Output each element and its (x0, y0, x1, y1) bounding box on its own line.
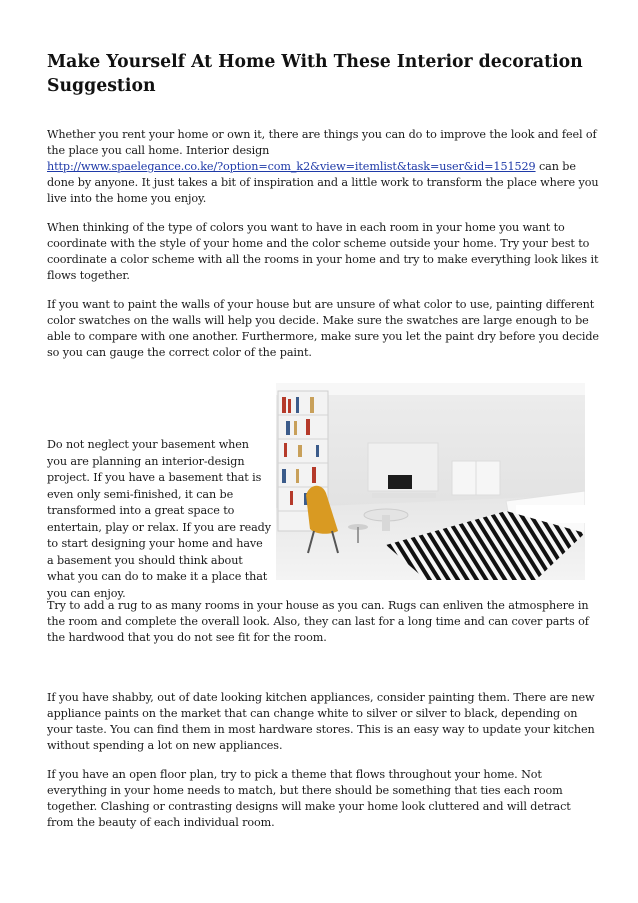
paragraph-rugs: Try to add a rug to as many rooms in your house as you can. Rugs can enliven the atmosphere in the room and complete the overall look. Also, they can last for a long time and can cover parts of the hardwood that you do not see fit for the room. (47, 599, 589, 644)
living-room-photo (276, 383, 585, 580)
interior-design-link[interactable]: http://www.spaelegance.co.ke/?option=com_k2&view=itemlist&task=user&id=151529 (47, 160, 536, 173)
paragraph-basement: Do not neglect your basement when you are planning an interior-design project. If you have a basement that is even only semi-finished, it can be transformed into a great space to entertain, play or relax. If you are ready to start designing your home and have a basement you should think about what you can do to make it a place that you can enjoy. (47, 438, 271, 600)
intro-text-after: can be done by anyone. It just takes a bit of inspiration and a little work to transform the place where you live into the home you enjoy. (47, 160, 599, 205)
living-room-illustration (276, 383, 585, 580)
paragraph-floor-plan: If you have an open floor plan, try to pick a theme that flows throughout your home. Not everything in your home needs to match, but there should be something that ties each room together. Clashing or contrasting designs will make your home look cluttered and will detract from the beauty of each individual room. (47, 768, 571, 829)
paragraph-intro (47, 127, 600, 207)
tv (388, 475, 412, 489)
page-title: Make Yourself At Home With These Interior decoration Suggestion (47, 52, 583, 96)
paragraph-kitchen: If you have shabby, out of date looking kitchen appliances, consider painting them. There are new appliance paints on the market that can change white to silver or silver to black, depending on your taste. You can find them in most hardware stores. This is an easy way to update your kitchen without spending a lot on new appliances. (47, 691, 595, 752)
intro-text-before: Whether you rent your home or own it, there are things you can do to improve the look and feel of the place you call home. Interior design (47, 128, 597, 157)
paragraph-paint: If you want to paint the walls of your house but are unsure of what color to use, painting different color swatches on the walls will help you decide. Make sure the swatches are large enough to be able to compare with one another. Furthermore, make sure you let the paint dry before you decide so you can gauge the correct color of the paint. (47, 298, 599, 359)
paragraph-colors: When thinking of the type of colors you want to have in each room in your home you want to coordinate with the style of your home and the color scheme outside your home. Try your best to coordinate a color scheme with all the rooms in your home and try to make everything look likes it flows together. (47, 221, 599, 282)
